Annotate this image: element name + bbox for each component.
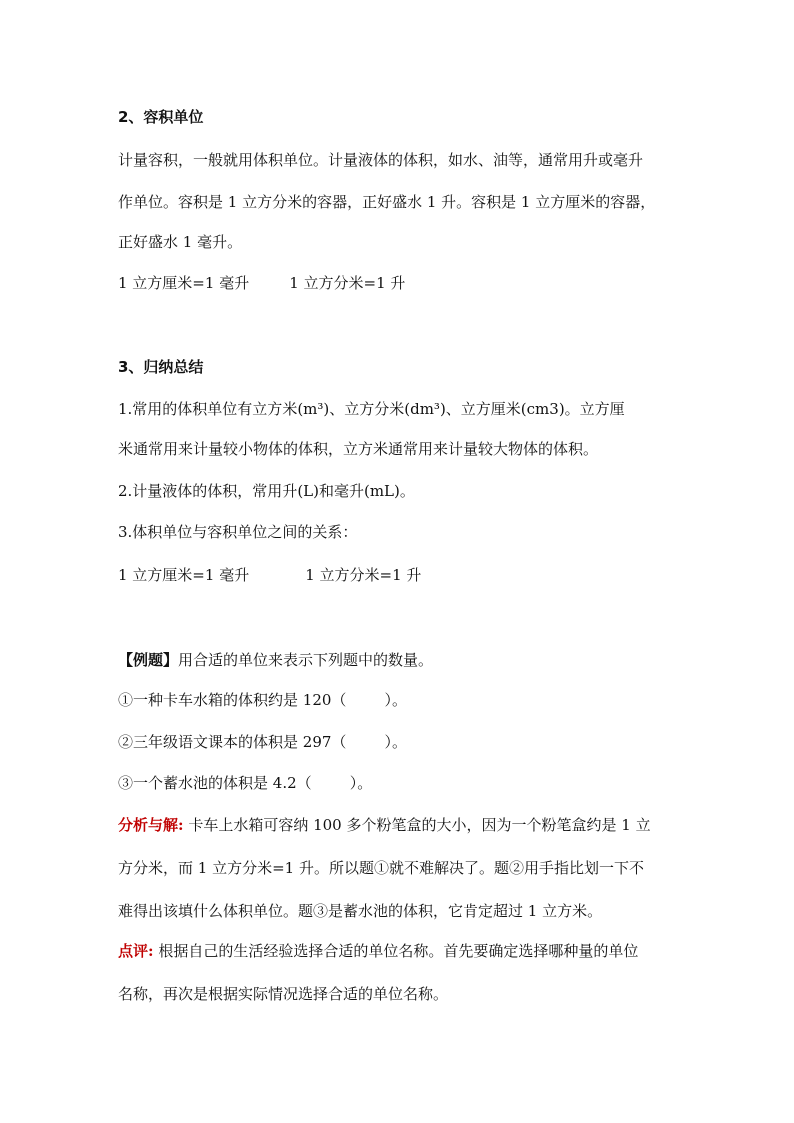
section-2-line-3: 正好盛水 1 毫升。 — [118, 233, 243, 251]
section-3-heading: 3、归纳总结 — [118, 358, 204, 376]
section-2-equation-row — [118, 273, 405, 293]
example-item-2: ②三年级语文课本的体积是 297（ ）。 — [118, 733, 408, 751]
comment-line-2: 名称，再次是根据实际情况选择合适的单位名称。 — [118, 985, 449, 1003]
section-3-line-1: 1.常用的体积单位有立方米(m³)、立方分米(dm³)、立方厘米(cm3)。立方厘 — [118, 400, 625, 418]
example-item-3: ③一个蓄水池的体积是 4.2（ ）。 — [118, 774, 373, 792]
comment-label: 点评: — [118, 942, 154, 960]
section-2-heading: 2、容积单位 — [118, 108, 204, 126]
example-row — [118, 650, 433, 670]
analysis-line-3: 难得出该填什么体积单位。题③是蓄水池的体积，它肯定超过 1 立方米。 — [118, 902, 603, 920]
section-2-line-2: 作单位。容积是 1 立方分米的容器，正好盛水 1 升。容积是 1 立方厘米的容器， — [118, 193, 656, 211]
comment-line-1: 根据自己的生活经验选择合适的单位名称。首先要确定选择哪种量的单位 — [153, 942, 639, 960]
section-3-equation-left: 1 立方厘米=1 毫升 — [118, 566, 250, 584]
example-prompt: 用合适的单位来表示下列题中的数量。 — [178, 651, 434, 669]
analysis-row-1 — [118, 815, 651, 835]
section-2-equation-left: 1 立方厘米=1 毫升 — [118, 274, 250, 292]
section-3-equation-right: 1 立方分米=1 升 — [305, 566, 422, 584]
comment-row-1 — [118, 941, 638, 961]
section-3-line-2: 米通常用来计量较小物体的体积，立方米通常用来计量较大物体的体积。 — [118, 440, 599, 458]
analysis-line-1: 卡车上水箱可容纳 100 多个粉笔盒的大小，因为一个粉笔盒约是 1 立 — [183, 816, 651, 834]
example-tag: 【例题】 — [118, 651, 179, 669]
analysis-line-2: 方分米，而 1 立方分米=1 升。所以题①就不难解决了。题②用手指比划一下不 — [118, 859, 644, 877]
section-3-equation-row — [118, 565, 421, 585]
section-3-line-4: 3.体积单位与容积单位之间的关系： — [118, 523, 358, 541]
analysis-label: 分析与解: — [118, 816, 184, 834]
section-3-line-3: 2.计量液体的体积，常用升(L)和毫升(mL)。 — [118, 482, 415, 500]
section-2-line-1: 计量容积，一般就用体积单位。计量液体的体积，如水、油等，通常用升或毫升 — [118, 151, 644, 169]
section-2-equation-right: 1 立方分米=1 升 — [289, 274, 406, 292]
example-item-1: ①一种卡车水箱的体积约是 120（ ）。 — [118, 691, 408, 709]
